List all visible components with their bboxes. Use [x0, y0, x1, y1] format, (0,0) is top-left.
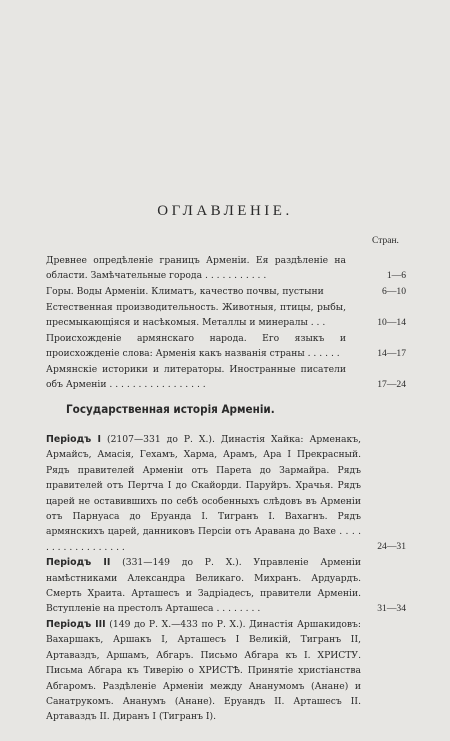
- toc-entry-text: Происхожденіе армянскаго народа. Его языкъ и происхожденіе слова: Арменія какъ названія страны . . . . . .: [46, 333, 346, 359]
- period-pages: 31—34: [377, 602, 406, 614]
- toc-entry-text: Горы. Воды Арменіи. Климатъ, качество почвы, пустыни: [46, 286, 324, 297]
- toc-entry: [46, 300, 406, 330]
- toc-entry-pages: 1—6: [386, 270, 406, 281]
- toc-entry-pages: 6—10: [382, 286, 406, 297]
- toc-entry-text: Древнее опредѣленіе границъ Арменіи. Ея раздѣленіе на области. Замѣчательные города . . . . . . . . . . .: [46, 255, 346, 281]
- toc-entry-pages: 10—14: [377, 317, 406, 328]
- toc-entry: [46, 362, 406, 392]
- period-entry: [46, 432, 406, 555]
- toc-entry-text: Естественная производительность. Животныя, птицы, рыбы, пресмыкающіяся и насѣкомыя. Металлы и минералы . . .: [46, 302, 346, 328]
- period-description: (331—149 до Р. Х.). Управленіе Арменіи намѣстниками Александра Великаго. Михранъ. Ардуардъ. Смерть Храита. Арташесъ и Задріадесъ, правители Арменіи. Вступленіе на престолъ Арташеса . . . . . . . .: [46, 557, 361, 615]
- toc-entry: [46, 253, 406, 283]
- toc-entry-text: Армянскіе историки и литераторы. Иностранные писатели объ Арменіи . . . . . . . . . . . . . . . . .: [46, 364, 346, 390]
- period-text: [46, 617, 361, 725]
- period-label: Періодъ III: [46, 618, 106, 630]
- toc-entry-pages: 17—24: [377, 379, 406, 390]
- page-title: ОГЛАВЛЕНІЕ.: [157, 203, 293, 219]
- toc-entry-pages: 14—17: [377, 348, 406, 359]
- period-text: [46, 555, 361, 617]
- toc-entry: [46, 284, 406, 299]
- pages-column-header: Стран.: [372, 236, 399, 246]
- table-of-contents: [46, 253, 406, 393]
- period-label: Періодъ II: [46, 557, 111, 569]
- period-description: (149 до Р. Х.—433 по Р. Х.). Династія Аршакидовъ: Вахаршакъ, Аршакъ I, Арташесъ I Великій, Тигранъ II, Артаваздъ, Аршамъ, Абгаръ. Письмо Абгара къ І. ХРИСТУ. Письма Абгара къ Тиверію о ХРИСТѢ. Принятіе христіанства Абгаромъ. Раздѣленіе Арменіи между Ананумомъ (Анане) и Санатрукомъ. Ананумъ (Ананe). Еруандъ II. Арташесъ II. Артаваздъ II. Диранъ I (Тигранъ I).: [46, 618, 361, 723]
- period-description: (2107—331 до Р. Х.). Династія Хайка: Арменакъ, Армайсъ, Амасія, Гехамъ, Харма, Арамъ, Ара I Прекрасный. Рядъ правителей Арменіи отъ Парета до Зармайра. Рядъ правителей отъ Пертча I до Скайорди. Паруйръ. Храчья. Рядъ царей не оставившихъ по себѣ особенныхъ слѣдовъ въ Арменіи отъ Парнуаса до Еруанда I. Тигранъ I. Вахагнъ. Рядъ армянскихъ царей, данниковъ Персіи отъ Аравана до Вахе . . . . . . . . . . . . . . . . . .: [46, 434, 361, 553]
- period-label: Періодъ I: [46, 434, 102, 445]
- section-title: Государственная исторія Арменіи.: [66, 402, 275, 416]
- period-pages: 24—31: [377, 541, 406, 553]
- toc-entry: [46, 331, 406, 361]
- period-entry: [46, 555, 406, 617]
- period-text: [46, 432, 361, 555]
- period-list: [46, 432, 406, 725]
- period-entry: [46, 617, 406, 725]
